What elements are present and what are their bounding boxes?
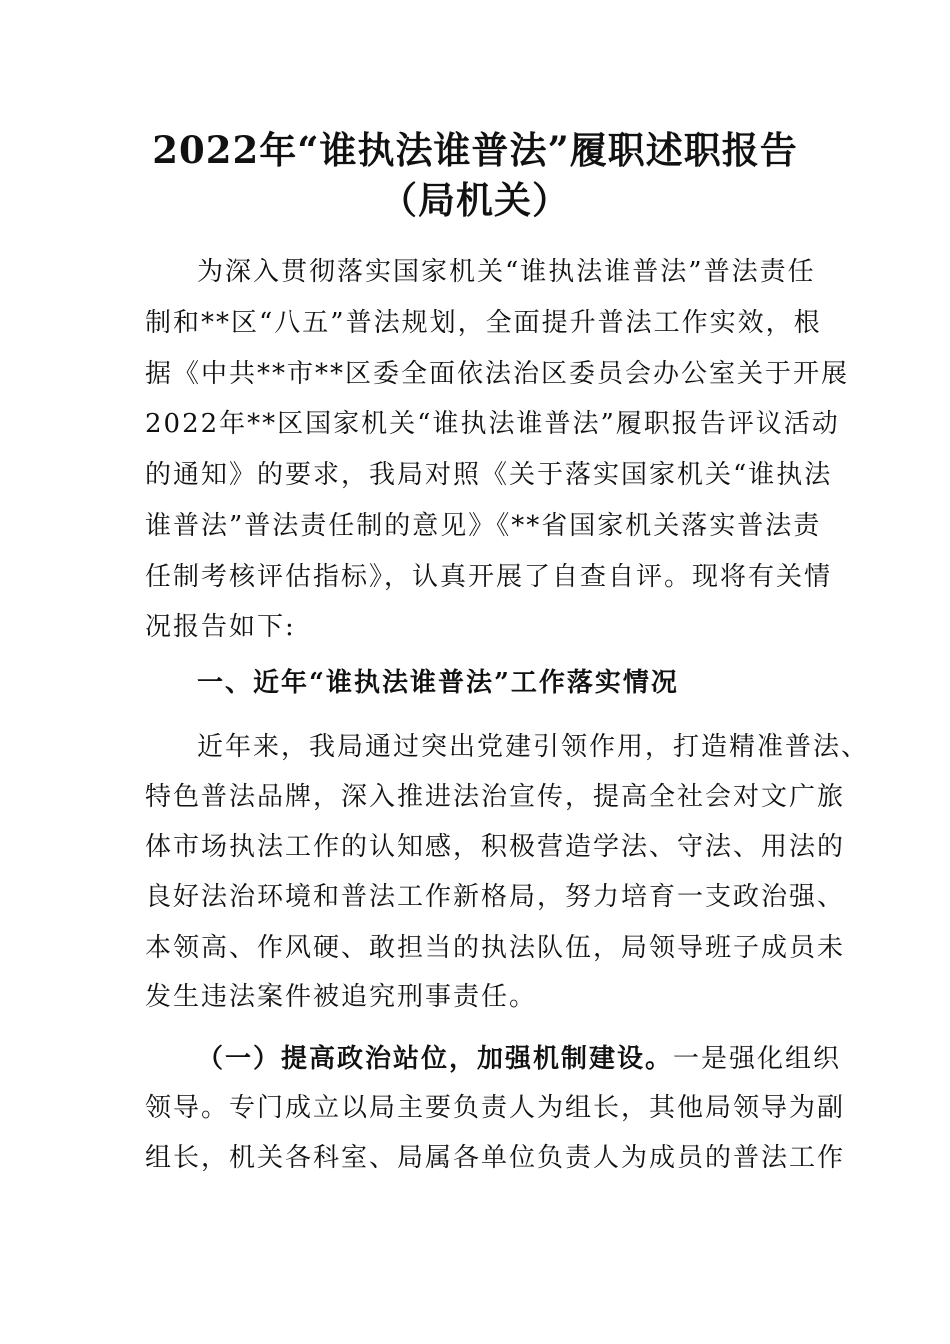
subsection-first-text: 一是强化组织: [673, 1044, 842, 1074]
intro-line: 的通知》的要求，我局对照《关于落实国家机关“谁执法: [145, 460, 833, 490]
body-line: 体市场执法工作的认知感，积极营造学法、守法、用法的: [145, 832, 846, 862]
intro-line: 2022年**区国家机关“谁执法谁普法”履职报告评议活动: [145, 409, 840, 439]
subsection-heading: （一）提高政治站位，加强机制建设。: [197, 1044, 674, 1074]
intro-line: 任制考核评估指标》，认真开展了自查自评。现将有关情: [145, 562, 833, 592]
body-line: 近年来，我局通过突出党建引领作用，打造精准普法、: [197, 732, 870, 762]
document-subtitle: （局机关）: [380, 178, 570, 222]
intro-line: 谁普法”普法责任制的意见》《**省国家机关落实普法责: [145, 511, 822, 541]
intro-line: 制和**区“八五”普法规划，全面提升普法工作实效，根: [145, 308, 822, 338]
intro-line: 况报告如下:: [145, 612, 296, 642]
body-line: 组长，机关各科室、局属各单位负责人为成员的普法工作: [145, 1143, 846, 1173]
body-line: 特色普法品牌，深入推进法治宣传，提高全社会对文广旅: [145, 782, 846, 812]
section-heading: 一、近年“谁执法谁普法”工作落实情况: [197, 668, 679, 698]
body-line: 良好法治环境和普法工作新格局，努力培育一支政治强、: [145, 882, 846, 912]
intro-line: 为深入贯彻落实国家机关“谁执法谁普法”普法责任: [197, 257, 816, 287]
body-line: 本领高、作风硬、敢担当的执法队伍，局领导班子成员未: [145, 933, 846, 963]
body-line: 领导。专门成立以局主要负责人为组长，其他局领导为副: [145, 1093, 846, 1123]
intro-line: 据《中共**市**区委全面依法治区委员会办公室关于开展: [145, 359, 850, 389]
document-title: 2022年“谁执法谁普法”履职述职报告: [152, 128, 798, 172]
body-line: 发生违法案件被追究刑事责任。: [145, 982, 538, 1012]
subsection-first-line: [197, 1035, 841, 1083]
